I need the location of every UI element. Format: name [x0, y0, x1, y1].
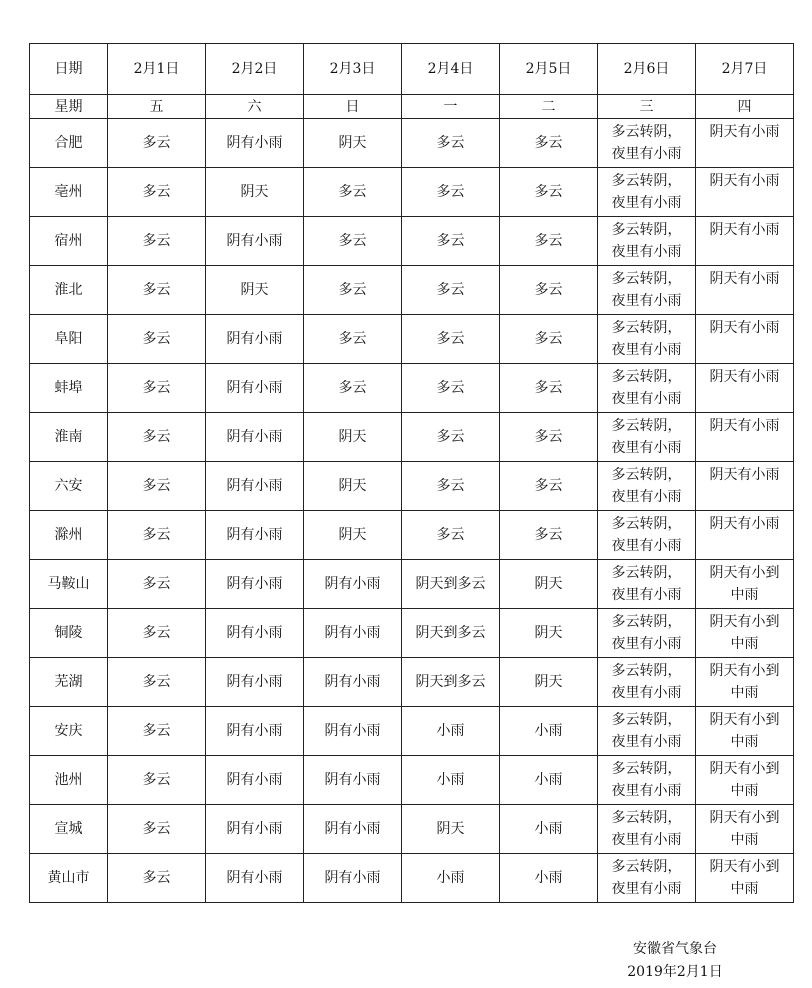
forecast-cell: 多云 — [402, 364, 500, 413]
table-row — [30, 707, 794, 756]
city-name: 池州 — [30, 756, 108, 805]
table-row — [30, 805, 794, 854]
forecast-cell-two-line — [696, 707, 794, 756]
weekday-cell: 五 — [108, 95, 206, 119]
forecast-line-2: 夜里有小雨 — [611, 881, 682, 897]
forecast-line-1: 多云转阴， — [611, 663, 682, 679]
forecast-line-1: 多云转阴， — [611, 467, 682, 483]
city-name: 黄山市 — [30, 854, 108, 903]
forecast-line-2: 夜里有小雨 — [611, 832, 682, 848]
forecast-cell-two-line — [598, 658, 696, 707]
weekday-label: 星期 — [30, 95, 108, 119]
forecast-cell: 多云 — [500, 364, 598, 413]
forecast-cell: 阴天 — [304, 119, 402, 168]
forecast-line-1: 阴天有小雨 — [709, 418, 780, 434]
forecast-line-2: 中雨 — [730, 783, 759, 799]
city-name: 淮北 — [30, 266, 108, 315]
forecast-line-1: 多云转阴， — [611, 418, 682, 434]
forecast-cell: 阴有小雨 — [304, 560, 402, 609]
table-row — [30, 560, 794, 609]
forecast-line-1: 阴天有小雨 — [709, 271, 780, 287]
forecast-line-2: 夜里有小雨 — [611, 391, 682, 407]
city-name: 芜湖 — [30, 658, 108, 707]
forecast-cell-two-line — [696, 168, 794, 217]
forecast-cell: 阴天到多云 — [402, 609, 500, 658]
forecast-cell: 阴有小雨 — [206, 854, 304, 903]
forecast-cell-two-line — [598, 560, 696, 609]
forecast-cell: 阴有小雨 — [304, 707, 402, 756]
forecast-cell: 阴有小雨 — [206, 805, 304, 854]
forecast-cell: 多云 — [108, 217, 206, 266]
forecast-cell: 阴有小雨 — [206, 462, 304, 511]
forecast-cell: 多云 — [108, 119, 206, 168]
forecast-cell: 多云 — [500, 511, 598, 560]
date-cell: 2月7日 — [696, 44, 794, 95]
forecast-cell: 多云 — [402, 315, 500, 364]
table-row — [30, 658, 794, 707]
forecast-line-2: 夜里有小雨 — [611, 146, 682, 162]
date-cell: 2月4日 — [402, 44, 500, 95]
table-row — [30, 462, 794, 511]
forecast-line-2: 夜里有小雨 — [611, 636, 682, 652]
forecast-cell-two-line — [598, 364, 696, 413]
forecast-line-1: 多云转阴， — [611, 712, 682, 728]
forecast-line-2 — [696, 241, 793, 263]
forecast-cell: 多云 — [402, 168, 500, 217]
forecast-cell-two-line — [598, 217, 696, 266]
forecast-line-2 — [696, 437, 793, 459]
forecast-cell: 阴有小雨 — [206, 217, 304, 266]
forecast-line-2: 夜里有小雨 — [611, 538, 682, 554]
forecast-line-1: 阴天有小雨 — [709, 222, 780, 238]
forecast-line-1: 多云转阴， — [611, 369, 682, 385]
forecast-cell: 多云 — [500, 315, 598, 364]
forecast-line-1: 多云转阴， — [611, 810, 682, 826]
forecast-cell: 多云 — [108, 168, 206, 217]
forecast-cell: 阴天 — [304, 511, 402, 560]
forecast-line-2: 中雨 — [730, 734, 759, 750]
forecast-cell: 多云 — [108, 805, 206, 854]
forecast-cell: 多云 — [402, 266, 500, 315]
forecast-line-1: 阴天有小雨 — [709, 516, 780, 532]
forecast-line-2 — [696, 143, 793, 165]
forecast-cell: 多云 — [108, 756, 206, 805]
issuer-name: 安徽省气象台 — [633, 941, 717, 957]
forecast-cell: 阴有小雨 — [206, 658, 304, 707]
forecast-cell: 阴有小雨 — [304, 756, 402, 805]
forecast-line-2 — [696, 486, 793, 508]
forecast-cell: 多云 — [500, 217, 598, 266]
forecast-line-2: 夜里有小雨 — [611, 293, 682, 309]
forecast-cell: 多云 — [108, 413, 206, 462]
table-row — [30, 266, 794, 315]
table-row — [30, 511, 794, 560]
forecast-cell-two-line — [696, 119, 794, 168]
forecast-cell: 多云 — [500, 168, 598, 217]
city-name: 宣城 — [30, 805, 108, 854]
forecast-cell-two-line — [696, 805, 794, 854]
forecast-cell-two-line — [696, 854, 794, 903]
forecast-line-2 — [696, 192, 793, 214]
forecast-cell: 多云 — [500, 119, 598, 168]
forecast-line-1: 多云转阴， — [611, 173, 682, 189]
forecast-cell: 多云 — [304, 315, 402, 364]
forecast-line-1: 多云转阴， — [611, 222, 682, 238]
forecast-line-2: 夜里有小雨 — [611, 685, 682, 701]
forecast-line-1: 多云转阴， — [611, 761, 682, 777]
forecast-cell: 小雨 — [402, 756, 500, 805]
city-name: 铜陵 — [30, 609, 108, 658]
forecast-line-2 — [696, 339, 793, 361]
forecast-cell-two-line — [696, 364, 794, 413]
forecast-cell: 多云 — [108, 560, 206, 609]
forecast-cell-two-line — [696, 609, 794, 658]
city-name: 阜阳 — [30, 315, 108, 364]
weekday-cell: 四 — [696, 95, 794, 119]
weekday-cell: 日 — [304, 95, 402, 119]
date-label: 日期 — [30, 44, 108, 95]
forecast-cell: 小雨 — [402, 707, 500, 756]
forecast-line-2 — [696, 388, 793, 410]
forecast-cell: 多云 — [402, 413, 500, 462]
forecast-line-2: 中雨 — [730, 881, 759, 897]
forecast-cell-two-line — [598, 805, 696, 854]
forecast-line-1: 阴天有小雨 — [709, 369, 780, 385]
forecast-cell: 多云 — [500, 266, 598, 315]
date-cell: 2月6日 — [598, 44, 696, 95]
forecast-line-2: 夜里有小雨 — [611, 244, 682, 260]
table-row — [30, 413, 794, 462]
forecast-cell-two-line — [598, 756, 696, 805]
forecast-line-2: 夜里有小雨 — [611, 440, 682, 456]
forecast-line-1: 阴天有小到 — [709, 761, 780, 777]
forecast-cell: 多云 — [108, 511, 206, 560]
weekday-cell: 一 — [402, 95, 500, 119]
forecast-cell: 阴有小雨 — [304, 854, 402, 903]
forecast-line-1: 多云转阴， — [611, 565, 682, 581]
forecast-cell: 小雨 — [500, 756, 598, 805]
table-row — [30, 315, 794, 364]
date-cell: 2月5日 — [500, 44, 598, 95]
city-name: 合肥 — [30, 119, 108, 168]
forecast-cell: 阴有小雨 — [206, 756, 304, 805]
forecast-cell: 阴天 — [500, 609, 598, 658]
forecast-cell-two-line — [598, 462, 696, 511]
forecast-cell: 阴有小雨 — [206, 315, 304, 364]
forecast-cell-two-line — [598, 609, 696, 658]
forecast-cell: 阴有小雨 — [304, 609, 402, 658]
city-name: 滁州 — [30, 511, 108, 560]
forecast-cell-two-line — [598, 413, 696, 462]
forecast-line-1: 阴天有小到 — [709, 663, 780, 679]
forecast-cell: 小雨 — [500, 854, 598, 903]
forecast-cell: 阴天 — [500, 658, 598, 707]
forecast-cell-two-line — [598, 119, 696, 168]
city-name: 安庆 — [30, 707, 108, 756]
forecast-cell-two-line — [598, 707, 696, 756]
forecast-cell: 阴天 — [206, 266, 304, 315]
forecast-cell-two-line — [696, 315, 794, 364]
forecast-cell: 阴有小雨 — [206, 511, 304, 560]
forecast-cell: 阴有小雨 — [206, 413, 304, 462]
forecast-line-2 — [696, 535, 793, 557]
forecast-line-1: 阴天有小雨 — [709, 467, 780, 483]
date-cell: 2月2日 — [206, 44, 304, 95]
forecast-cell: 阴有小雨 — [206, 707, 304, 756]
forecast-cell: 阴天 — [304, 413, 402, 462]
forecast-cell: 阴有小雨 — [206, 609, 304, 658]
forecast-line-2: 中雨 — [730, 587, 759, 603]
forecast-cell-two-line — [696, 266, 794, 315]
forecast-cell: 多云 — [108, 315, 206, 364]
forecast-cell-two-line — [696, 560, 794, 609]
table-row — [30, 854, 794, 903]
forecast-cell: 多云 — [402, 217, 500, 266]
city-name: 六安 — [30, 462, 108, 511]
forecast-cell: 阴天 — [402, 805, 500, 854]
forecast-cell: 阴天到多云 — [402, 560, 500, 609]
forecast-line-2: 夜里有小雨 — [611, 489, 682, 505]
forecast-cell: 阴天到多云 — [402, 658, 500, 707]
table-row — [30, 364, 794, 413]
forecast-line-1: 阴天有小雨 — [709, 173, 780, 189]
forecast-cell: 多云 — [108, 462, 206, 511]
forecast-cell: 多云 — [304, 364, 402, 413]
date-header-row — [30, 44, 794, 95]
city-name: 亳州 — [30, 168, 108, 217]
forecast-cell: 阴有小雨 — [304, 658, 402, 707]
forecast-cell-two-line — [598, 168, 696, 217]
forecast-line-1: 多云转阴， — [611, 124, 682, 140]
forecast-line-1: 阴天有小到 — [709, 859, 780, 875]
forecast-cell: 阴有小雨 — [206, 364, 304, 413]
forecast-line-1: 多云转阴， — [611, 859, 682, 875]
forecast-cell: 多云 — [500, 462, 598, 511]
forecast-line-1: 多云转阴， — [611, 614, 682, 630]
forecast-cell: 阴有小雨 — [206, 119, 304, 168]
forecast-line-2: 夜里有小雨 — [611, 587, 682, 603]
table-row — [30, 119, 794, 168]
table-row — [30, 756, 794, 805]
forecast-cell-two-line — [696, 413, 794, 462]
forecast-cell: 小雨 — [402, 854, 500, 903]
forecast-line-2: 夜里有小雨 — [611, 342, 682, 358]
forecast-line-1: 阴天有小到 — [709, 712, 780, 728]
forecast-cell-two-line — [696, 462, 794, 511]
forecast-line-1: 阴天有小雨 — [709, 320, 780, 336]
weekday-cell: 二 — [500, 95, 598, 119]
forecast-cell: 多云 — [402, 462, 500, 511]
forecast-cell: 多云 — [108, 707, 206, 756]
date-cell: 2月3日 — [304, 44, 402, 95]
forecast-cell: 阴天 — [206, 168, 304, 217]
forecast-line-2 — [696, 290, 793, 312]
forecast-line-1: 阴天有小雨 — [709, 124, 780, 140]
table-row — [30, 168, 794, 217]
forecast-line-2: 夜里有小雨 — [611, 195, 682, 211]
forecast-cell-two-line — [696, 511, 794, 560]
weekday-header-row — [30, 95, 794, 119]
forecast-cell-two-line — [598, 266, 696, 315]
forecast-cell-two-line — [696, 756, 794, 805]
forecast-line-1: 阴天有小到 — [709, 565, 780, 581]
forecast-cell: 多云 — [304, 266, 402, 315]
forecast-cell: 多云 — [304, 168, 402, 217]
weekday-cell: 三 — [598, 95, 696, 119]
city-name: 蚌埠 — [30, 364, 108, 413]
forecast-cell: 阴有小雨 — [206, 560, 304, 609]
forecast-cell-two-line — [696, 658, 794, 707]
city-name: 宿州 — [30, 217, 108, 266]
forecast-line-1: 多云转阴， — [611, 320, 682, 336]
forecast-cell: 多云 — [402, 511, 500, 560]
city-name: 马鞍山 — [30, 560, 108, 609]
forecast-line-1: 阴天有小到 — [709, 810, 780, 826]
forecast-line-2: 中雨 — [730, 636, 759, 652]
forecast-cell-two-line — [598, 511, 696, 560]
forecast-cell: 小雨 — [500, 707, 598, 756]
forecast-table — [29, 43, 794, 903]
forecast-cell-two-line — [598, 854, 696, 903]
forecast-line-2: 中雨 — [730, 685, 759, 701]
forecast-cell: 多云 — [500, 413, 598, 462]
forecast-cell: 多云 — [108, 609, 206, 658]
forecast-line-1: 阴天有小到 — [709, 614, 780, 630]
forecast-line-2: 夜里有小雨 — [611, 734, 682, 750]
forecast-line-2: 夜里有小雨 — [611, 783, 682, 799]
table-row — [30, 609, 794, 658]
forecast-cell: 小雨 — [500, 805, 598, 854]
forecast-cell: 多云 — [108, 658, 206, 707]
forecast-table-body — [30, 44, 794, 903]
table-row — [30, 217, 794, 266]
forecast-cell: 多云 — [108, 854, 206, 903]
forecast-cell: 阴天 — [304, 462, 402, 511]
forecast-cell: 阴天 — [500, 560, 598, 609]
weekday-cell: 六 — [206, 95, 304, 119]
forecast-cell: 阴有小雨 — [304, 805, 402, 854]
forecast-line-1: 多云转阴， — [611, 516, 682, 532]
forecast-cell: 多云 — [108, 364, 206, 413]
forecast-cell-two-line — [598, 315, 696, 364]
forecast-cell: 多云 — [108, 266, 206, 315]
city-name: 淮南 — [30, 413, 108, 462]
forecast-cell: 多云 — [402, 119, 500, 168]
forecast-cell-two-line — [696, 217, 794, 266]
issue-date: 2019年2月1日 — [627, 964, 723, 980]
date-cell: 2月1日 — [108, 44, 206, 95]
forecast-line-2: 中雨 — [730, 832, 759, 848]
forecast-cell: 多云 — [304, 217, 402, 266]
forecast-line-1: 多云转阴， — [611, 271, 682, 287]
